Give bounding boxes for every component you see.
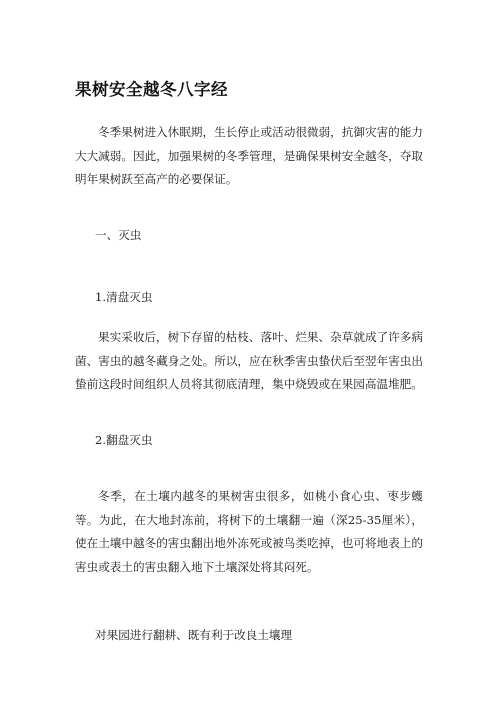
document-title: 果树安全越冬八字经 [75,80,228,99]
section-heading: 一、灭虫 [95,228,142,242]
subsection-heading: 1.清盘灭虫 [95,290,153,304]
body-paragraph: 冬季，在土壤内越冬的果树害虫很多，如桃小食心虫、枣步蠖等。为此，在大地封冻前，将树下的土壤翻一遍（深25-35厘米），使在土壤中越冬的害虫翻出地外冻死或被鸟类吃掉，也可将地表上的害虫或表土的害虫翻入地下土壤深处将其闷死。 [75,489,423,574]
intro-paragraph: 冬季果树进入休眠期，生长停止或活动很微弱，抗御灾害的能力大大减弱。因此，加强果树的冬季管理，是确保果树安全越冬，夺取明年果树跃至高产的必要保证。 [75,125,423,186]
body-paragraph: 果实采收后，树下存留的枯枝、落叶、烂果、杂草就成了许多病菌、害虫的越冬藏身之处。所以，应在秋季害虫蛰伏后至翌年害虫出蛰前这段时间组织人员将其彻底清理，集中烧毁或在果园高温堆肥。 [75,330,423,391]
subsection-heading: 2.翻盘灭虫 [95,433,153,447]
body-line: 对果园进行翻耕、既有利于改良土壤理 [95,628,293,642]
